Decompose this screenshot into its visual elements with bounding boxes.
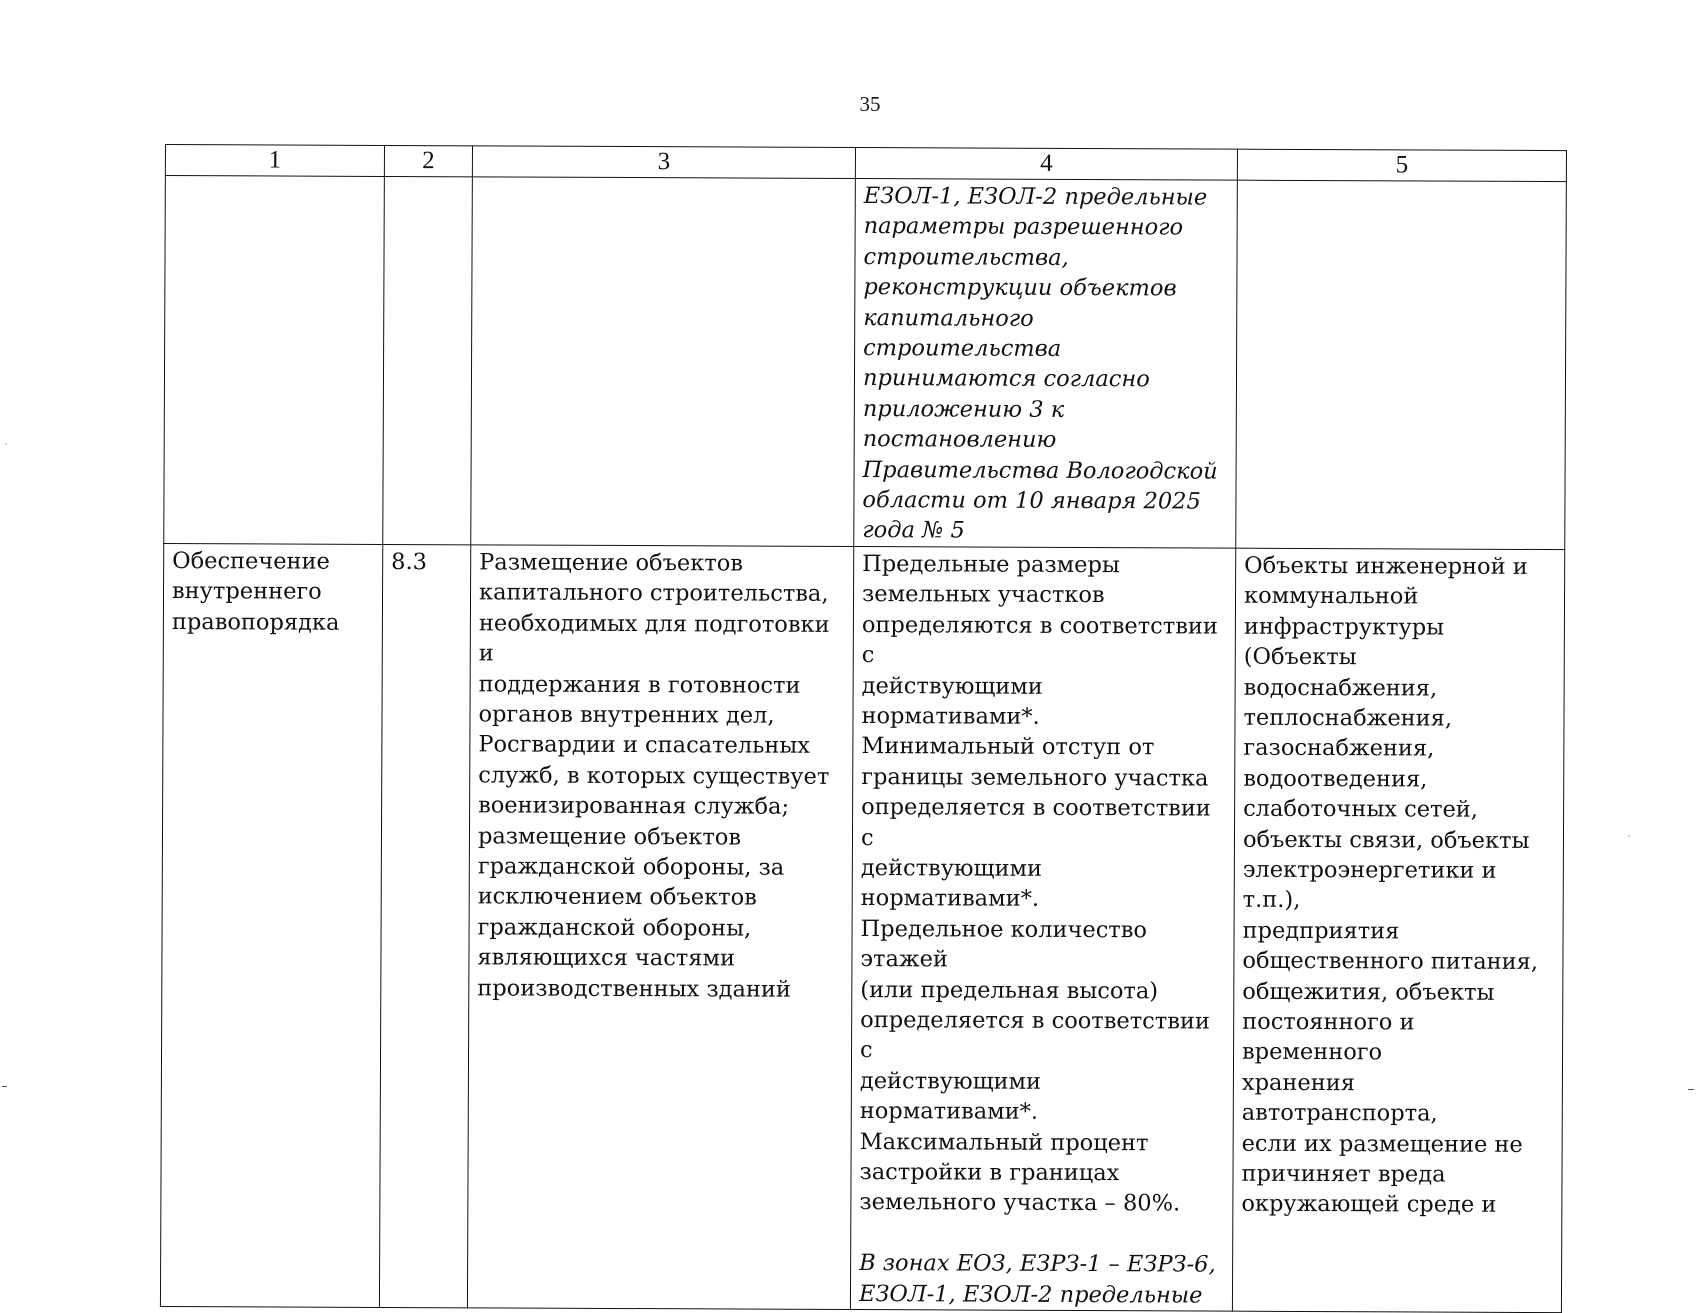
cell-description <box>467 545 853 1310</box>
cell-use-type-empty <box>164 176 385 545</box>
zoning-table <box>160 144 1567 1313</box>
use-type-text: Обеспечение внутреннего правопорядка <box>171 547 340 636</box>
page-number: 35 <box>859 92 881 116</box>
header-cell-5: 5 <box>1237 149 1566 181</box>
cell-description-empty <box>471 177 856 547</box>
scan-speck <box>1628 835 1630 837</box>
header-cell-3: 3 <box>472 146 855 179</box>
parameters-text: Предельные размеры земельных участков определяются в соответствии с действующими нормативами*. Минимальный отступ от границы земельного участка определяется в соответствии с действующими нормативами*. Предельное количество этажей (или предельная высота) определяется в соответствии с действующими нормативами*. Максимальный процент застройки в границах земельного участка – 80%. <box>859 550 1218 1217</box>
scan-edge-mark-right <box>1688 1089 1694 1090</box>
auxiliary-uses-text: Объекты инженерной и коммунальной инфраструктуры (Объекты водоснабжения, теплоснабжения, газоснабжения, водоотведения, слаботочных сетей, объекты связи, объекты электроэнергетики и т.п.), предприятия общественного питания, общежития, объекты постоянного и временного хранения автотранспорта, если их размещение не причиняет вреда окружающей среде и <box>1241 552 1539 1219</box>
header-cell-4: 4 <box>855 148 1237 181</box>
parameters-continued-text: ЕЗОЛ-1, ЕЗОЛ-2 предельные параметры разрешенного строительства, реконструкции объектов капитального строительства принимаются согласно приложению 3 к постановлению Правительства Вологодской области от 10 января 2025 года № 5 <box>862 183 1218 544</box>
header-cell-1: 1 <box>165 145 384 177</box>
table-row-continuation <box>164 176 1567 550</box>
parameters-zone-note: В зонах ЕОЗ, ЕЗРЗ-1 – ЕЗРЗ-6, ЕЗОЛ-1, ЕЗОЛ-2 предельные <box>858 1250 1216 1309</box>
table-row-internal-order <box>160 543 1564 1312</box>
scan-speck <box>5 443 7 445</box>
cell-parameters-continued <box>854 179 1238 549</box>
cell-auxiliary-empty <box>1236 180 1567 549</box>
cell-code-empty <box>383 176 473 544</box>
scan-edge-mark-left <box>2 1086 7 1087</box>
cell-parameters <box>850 546 1235 1311</box>
description-text: Размещение объектов капитального строительства, необходимых для подготовки и поддержания в готовности органов внутренних дел, Росгвардии и спасательных служб, в которых существует военизированная служба; размещение объектов гражданской обороны, за исключением объектов гражданской обороны, являющихся частями производственных зданий <box>477 549 830 1003</box>
header-cell-2: 2 <box>384 145 472 176</box>
paragraph-gap <box>859 1218 1224 1250</box>
cell-use-type <box>160 543 382 1307</box>
use-code-text: 8.3 <box>391 548 428 576</box>
cell-auxiliary-uses <box>1232 548 1564 1313</box>
cell-code <box>379 544 470 1308</box>
